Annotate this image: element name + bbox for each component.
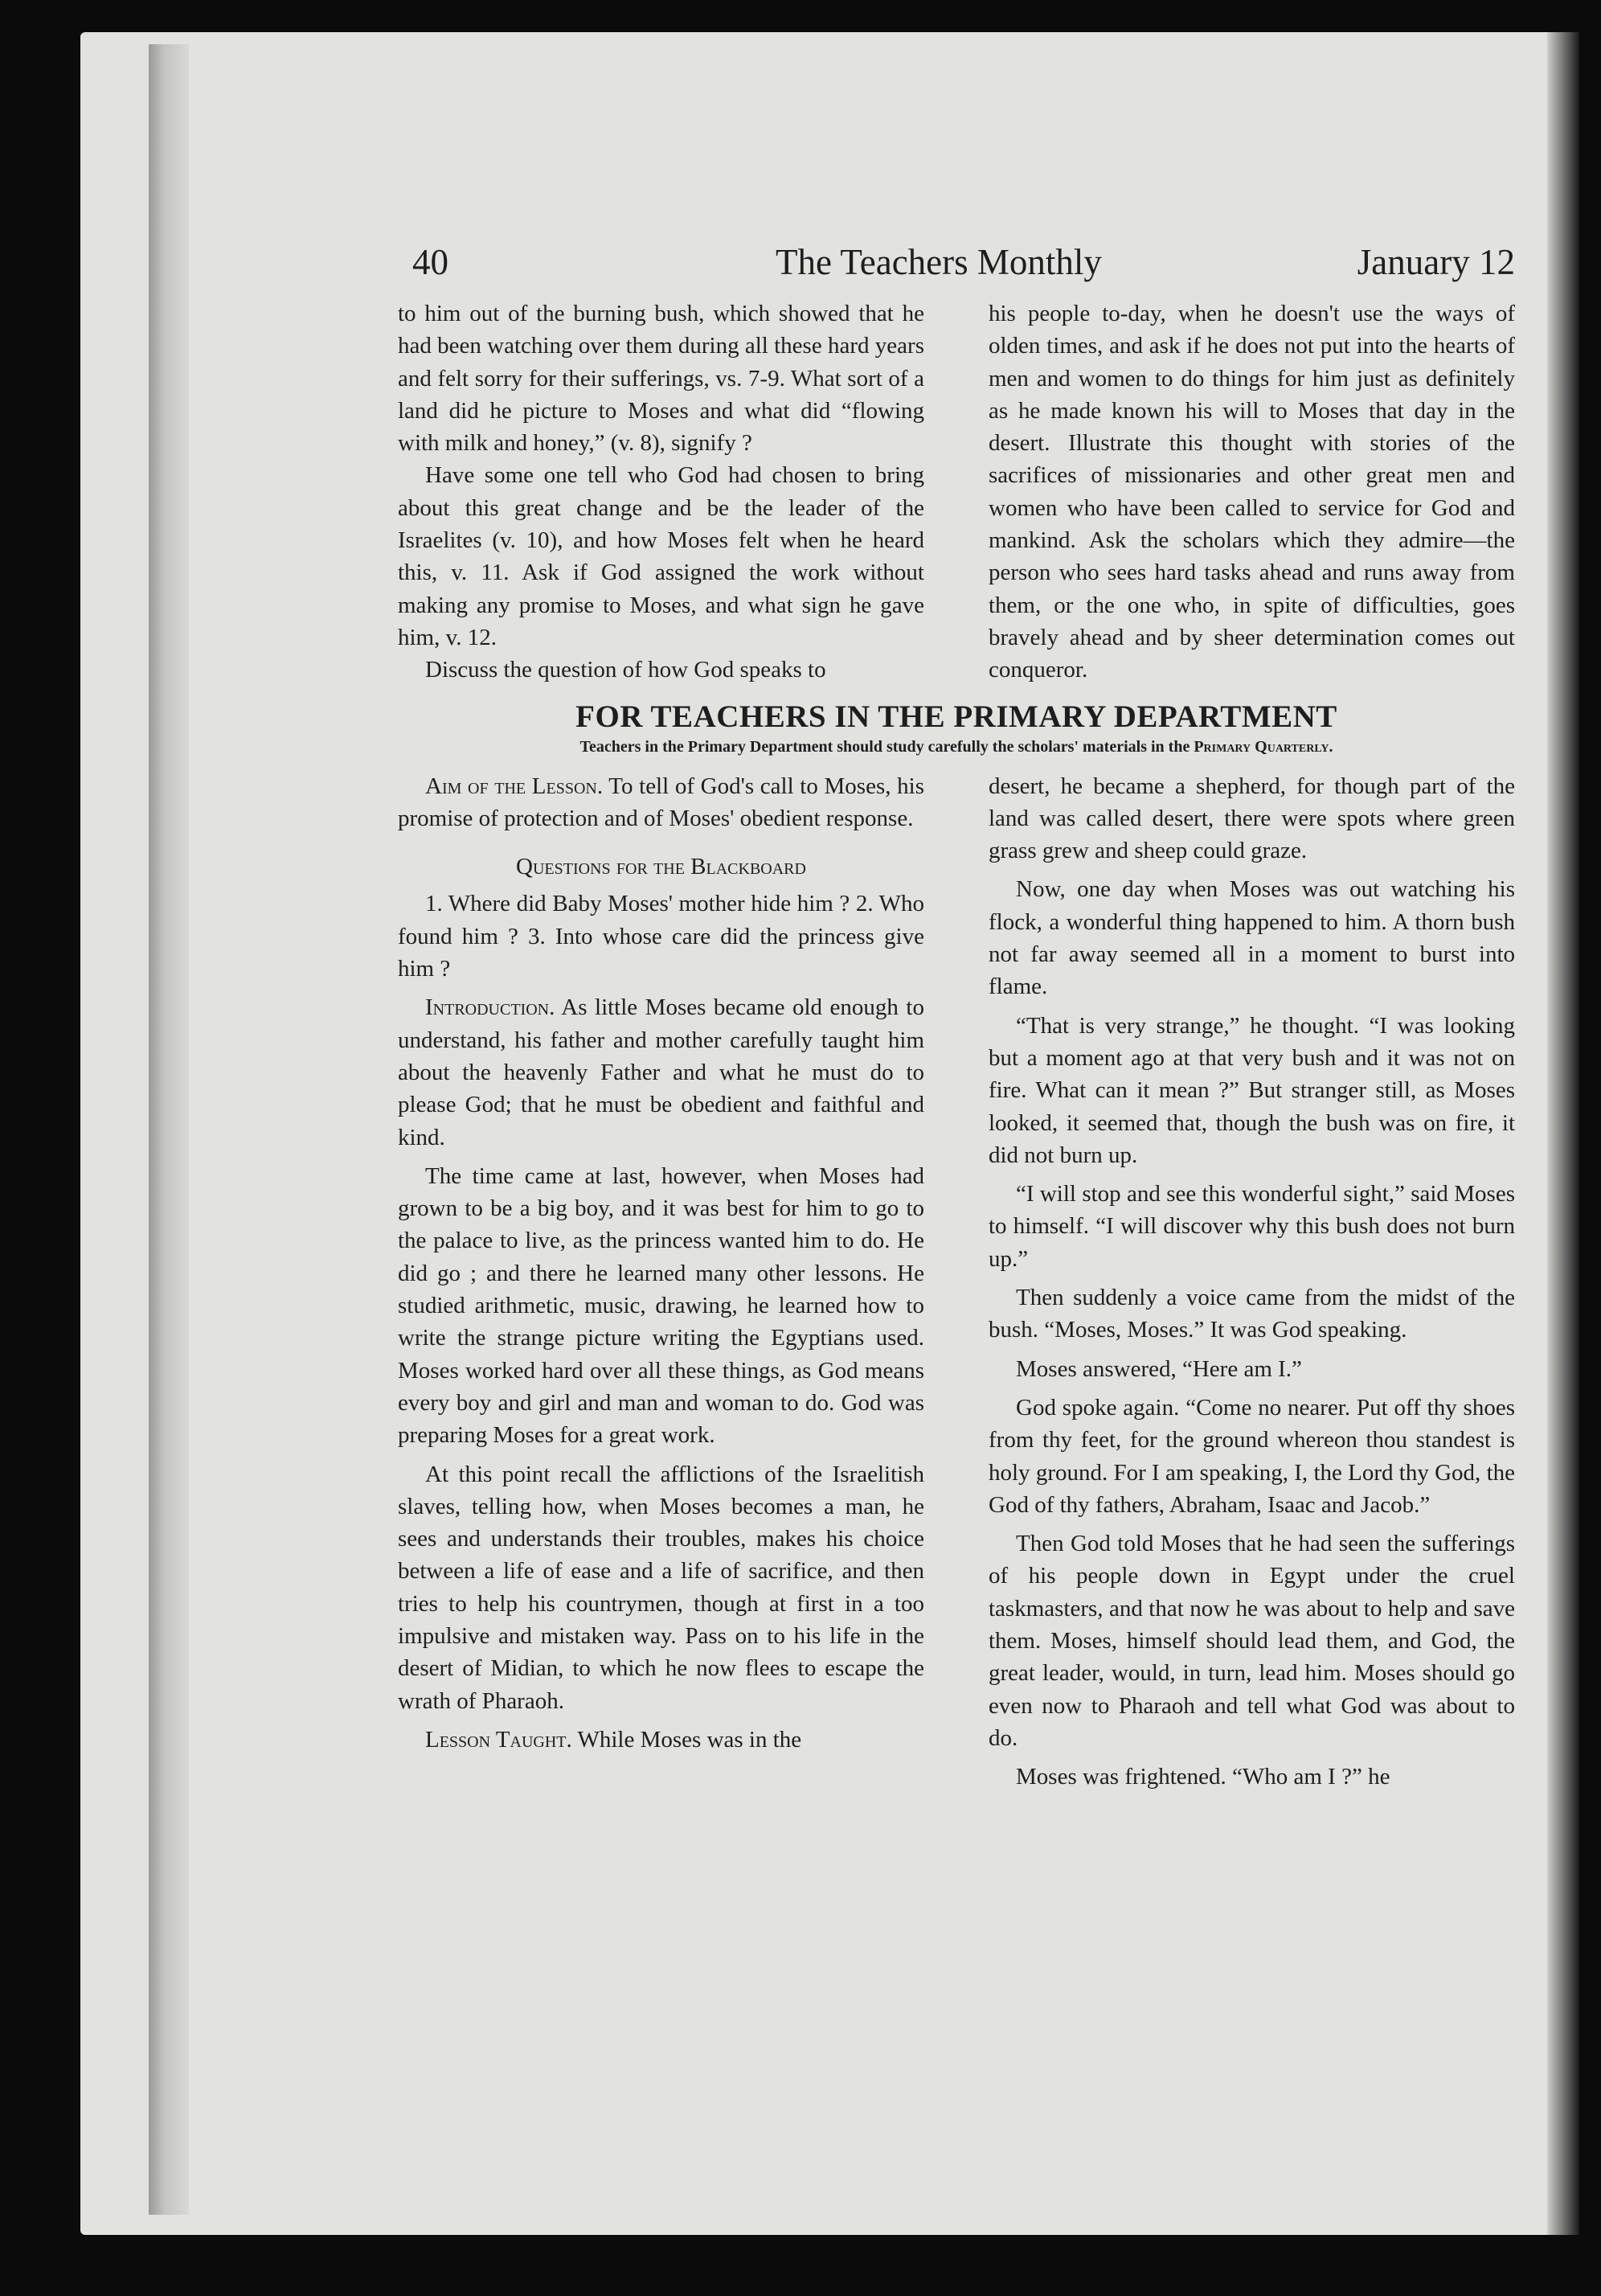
publication-title: The Teachers Monthly	[776, 242, 1102, 282]
paragraph: Moses was frightened. “Who am I ?” he	[1016, 1764, 1390, 1790]
bottom-left-column	[398, 770, 924, 1800]
page-number: 40	[412, 242, 448, 282]
paragraph: Discuss the question of how God speaks to	[425, 657, 826, 683]
paragraph: “That is very strange,” he thought. “I was looking but a moment ago at that very bush and it was not on fire. What can it mean ?” But stranger still, as Moses looked, it seemed that, though the bush was on fire, it did not burn up.	[989, 1012, 1515, 1168]
paragraph: Then God told Moses that he had seen the sufferings of his people down in Egypt under the cruel taskmasters, and that now he was about to help and save them. Moses, himself should lead them, and God, the great leader, would, in turn, lead him. Moses should go even now to Pharaoh and tell what God was about to do.	[989, 1531, 1515, 1751]
subtitle-quarterly: Primary Quarterly.	[1194, 737, 1333, 756]
document-page	[398, 241, 1515, 2122]
lesson-taught-paragraph	[398, 1724, 924, 1756]
paragraph: Then suddenly a voice came from the midst of the bush. “Moses, Moses.” It was God speaking.	[989, 1285, 1515, 1343]
aim-label: Aim of the Lesson.	[425, 773, 604, 799]
section-title: FOR TEACHERS IN THE PRIMARY DEPARTMENT	[575, 699, 1337, 734]
subtitle-text: Teachers in the Primary Department should study carefully the scholars' materials in the	[579, 737, 1190, 756]
paragraph: “I will stop and see this wonderful sight,” said Moses to himself. “I will discover why this bush does not burn up.”	[989, 1181, 1515, 1272]
lesson-taught-text: While Moses was in the	[577, 1726, 802, 1753]
paragraph: to him out of the burning bush, which showed that he had been watching over them during all these hard years and felt sorry for their sufferings, vs. 7-9. What sort of a land did he picture to Moses and what did “flowing with milk and honey,” (v. 8), signify ?	[398, 301, 924, 457]
section-subtitle	[398, 736, 1515, 757]
paragraph: Have some one tell who God had chosen to bring about this great change and be the leader of the Israelites (v. 10), and how Moses felt when he heard this, v. 11. Ask if God assigned the work without making any promise to Moses, and what sign he gave him, v. 12.	[398, 462, 924, 650]
paragraph: God spoke again. “Come no nearer. Put off thy shoes from thy feet, for the ground whereon thou standest is holy ground. For I am speaking, I, the Lord thy God, the God of thy fathers, Abraham, Isaac and Jacob.”	[989, 1394, 1515, 1518]
top-left-column	[398, 297, 924, 687]
paragraph: Now, one day when Moses was out watching his flock, a wonderful thing happened to him. A thorn bush not far away seemed all in a moment to burst into flame.	[989, 876, 1515, 1000]
paragraph: desert, he became a shepherd, for though part of the land was called desert, there were spots where green grass grew and sheep could graze.	[989, 773, 1515, 864]
page-edge-shadow	[1547, 32, 1579, 2235]
bottom-right-column	[989, 770, 1515, 1800]
paragraph: The time came at last, however, when Moses had grown to be a big boy, and it was best for him to go to the palace to live, as the princess wanted him to do. He did go ; and there he learned many other lessons. He studied arithmetic, music, drawing, he learned how to write the strange picture writing the Egyptians used. Moses worked hard over all these things, as God means every boy and girl and man and woman to do. God was preparing Moses for a great work.	[398, 1162, 924, 1449]
top-columns	[398, 297, 1515, 687]
paragraph: his people to-day, when he doesn't use the ways of olden times, and ask if he does not put into the hearts of men and women to do things for him just as definitely as he made known his will to Moses that day in the desert. Illustrate this thought with stories of the sacrifices of missionaries and other great men and women who have been called to service for God and mankind. Ask the scholars which they admire—the person who sees hard tasks ahead and runs away from them, or the one who, in spite of difficulties, goes bravely ahead and by sheer determination comes out conqueror.	[989, 301, 1515, 683]
top-right-column	[989, 297, 1515, 687]
introduction-text: As little Moses became old enough to understand, his father and mother carefully taught him about the heavenly Father and what he must do to please God; that he must be obedient and faithful and kind.	[398, 994, 924, 1150]
aim-paragraph	[398, 770, 924, 835]
book-spine-shadow	[149, 44, 189, 2215]
bottom-columns	[398, 770, 1515, 1800]
introduction-label: Introduction.	[425, 994, 555, 1021]
questions-paragraph: 1. Where did Baby Moses' mother hide him ? 2. Who found him ? 3. Into whose care did the princess give him ?	[398, 891, 924, 982]
paragraph: Moses answered, “Here am I.”	[1016, 1355, 1302, 1382]
paragraph: At this point recall the afflictions of the Israelitish slaves, telling how, when Moses becomes a man, he sees and understands their troubles, makes his choice between a life of ease and a life of sacrifice, and then tries to help his countrymen, though at first in a too impulsive and mistaken way. Pass on to his life in the desert of Midian, to which he now flees to escape the wrath of Pharaoh.	[398, 1461, 924, 1714]
questions-heading: Questions for the Blackboard	[516, 854, 806, 880]
issue-date: January 12	[1357, 242, 1515, 282]
aim-text: To tell of God's call to Moses, his promise of protection and of Moses' obedient response.	[398, 773, 924, 831]
running-header	[398, 241, 1515, 297]
lesson-taught-label: Lesson Taught.	[425, 1726, 572, 1753]
introduction-paragraph	[398, 991, 924, 1153]
